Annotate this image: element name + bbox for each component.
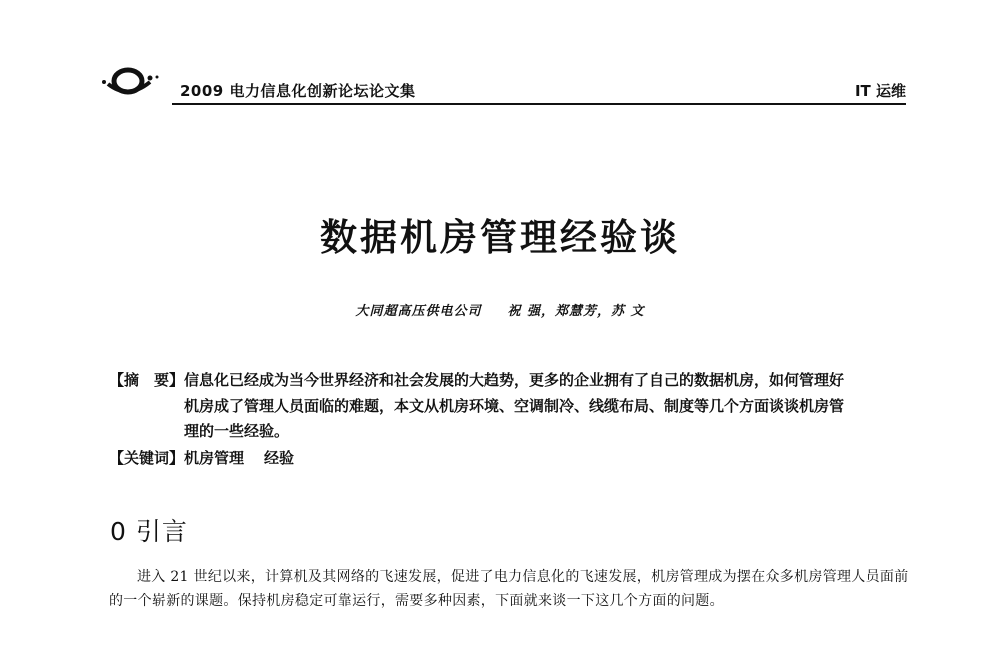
keywords-row [109,446,849,472]
author-line [0,300,1000,319]
abstract-label: 【摘 要】 [109,371,185,389]
section-heading: 0 引言 [110,517,188,546]
header-section-tag: IT 运维 [854,82,906,100]
abstract-text: 信息化已经成为当今世界经济和社会发展的大趋势，更多的企业拥有了自己的数据机房，如何管理好机房成了管理人员面临的难题，本文从机房环境、空调制冷、线缆布局、制度等几个方面谈谈机房管理的一些经验。 [184,371,845,440]
body-paragraph: 进入 21 世纪以来，计算机及其网络的飞速发展，促进了电力信息化的飞速发展，机房管理成为摆在众多机房管理人员面前的一个崭新的课题。保持机房稳定可靠运行，需要多种因素，下面就来谈一下这几个方面的问题。 [109,569,909,609]
running-header [100,60,906,100]
keyword-item: 机房管理 [184,448,245,467]
header-rule [172,103,906,105]
author-names: 祝 强，郑慧芳，苏 文 [507,304,645,319]
conference-logo-icon [100,60,166,100]
author-affiliation: 大同超高压供电公司 [355,304,482,319]
abstract-row [109,368,849,445]
keywords-label: 【关键词】 [109,448,185,467]
abstract-block [109,368,849,471]
keyword-item: 经验 [264,448,295,467]
header-proceedings-title: 2009 电力信息化创新论坛论文集 [180,82,416,100]
paper-title: 数据机房管理经验谈 [320,216,680,259]
